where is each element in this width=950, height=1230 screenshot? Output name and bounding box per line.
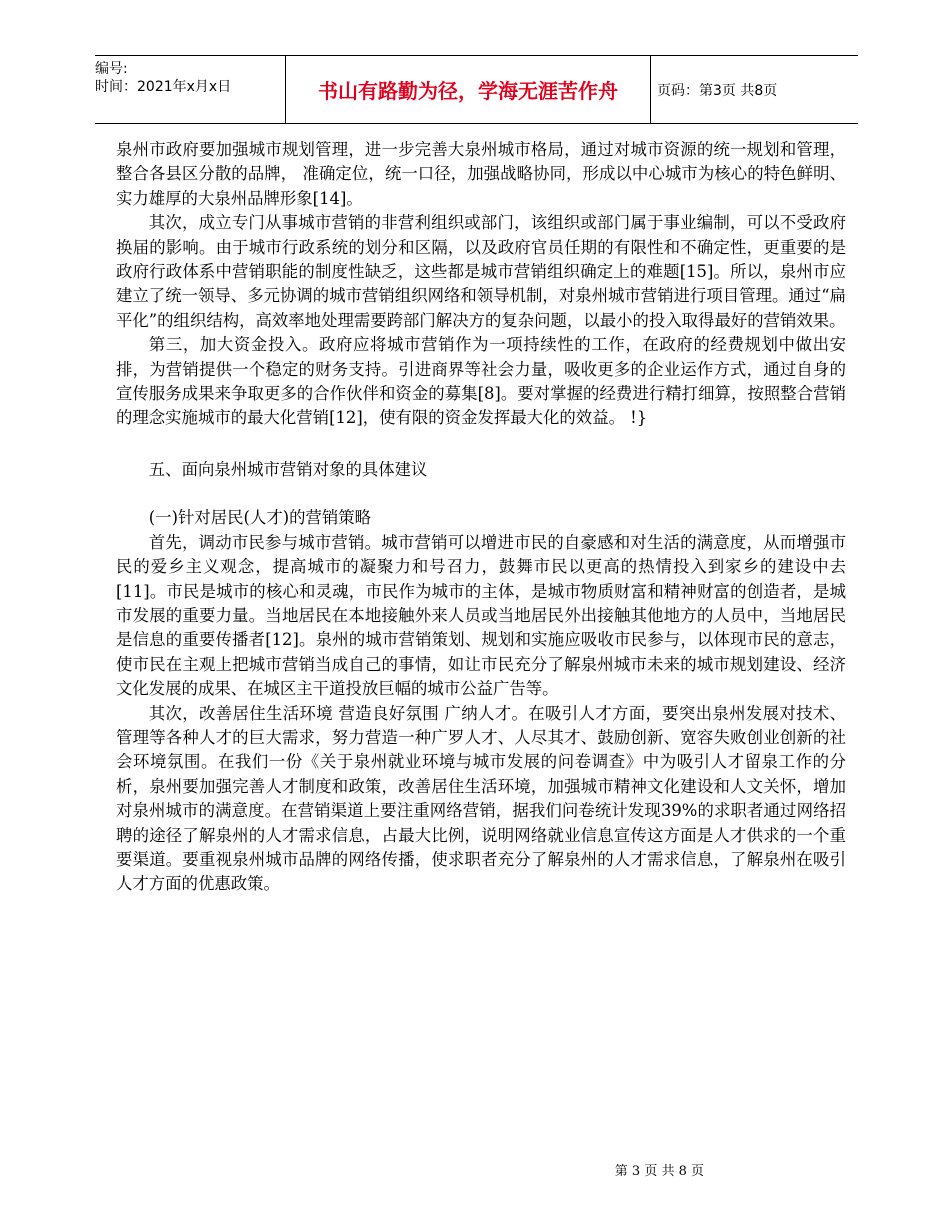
paragraph: 其次，改善居住生活环境 营造良好氛围 广纳人才。在吸引人才方面，要突出泉州发展对技术、管理等各种人才的巨大需求，努力营造一种广罗人才、人尽其才、鼓励创新、宽容失败创业创新的社会环境氛围。在我们一份《关于泉州就业环境与城市发展的问卷调查》中为吸引人才留泉工作的分析，泉州要加强完善人才制度和政策，改善居住生活环境，加强城市精神文化建设和人文关怀，增加对泉州城市的满意度。在营销渠道上要注重网络营销，据我们问卷统计发现39%的求职者通过网络招聘的途径了解泉州的人才需求信息，占最大比例，说明网络就业信息宣传这方面是人才供求的一个重要渠道。要重视泉州城市品牌的网络传播，使求职者充分了解泉州的人才需求信息，了解泉州在吸引人才方面的优惠政策。 xyxy=(116,703,846,894)
page-header xyxy=(95,55,858,124)
document-body xyxy=(116,138,846,897)
header-page-info: 页码：第3页 共8页 xyxy=(657,82,778,99)
header-meta xyxy=(95,56,285,123)
page-footer: 第 3 页 共 8 页 xyxy=(614,1164,704,1179)
paragraph: 首先，调动市民参与城市营销。城市营销可以增进市民的自豪感和对生活的满意度，从而增强市民的爱乡主义观念，提高城市的凝聚力和号召力，鼓舞市民以更高的热情投入到家乡的建设中去[11]。市民是城市的核心和灵魂，市民作为城市的主体，是城市物质财富和精神财富的创造者，是城市发展的重要力量。当地居民在本地接触外来人员或当地居民外出接触其他地方的人员中，当地居民是信息的重要传播者[12]。泉州的城市营销策划、规划和实施应吸收市民参与，以体现市民的意志，使市民在主观上把城市营销当成自己的事情，如让市民充分了解泉州城市未来的城市规划建设、经济文化发展的成果、在城区主干道投放巨幅的城市公益广告等。 xyxy=(116,532,846,699)
paragraph: 其次，成立专门从事城市营销的非营利组织或部门，该组织或部门属于事业编制，可以不受政府换届的影响。由于城市行政系统的划分和区隔，以及政府官员任期的有限性和不确定性，更重要的是政府行政体系中营销职能的制度性缺乏，这些都是城市营销组织确定上的难题[15]。所以，泉州市应建立了统一领导、多元协调的城市营销组织网络和领导机制，对泉州城市营销进行项目管理。通过“扁平化”的组织结构，高效率地处理需要跨部门解决方的复杂问题，以最小的投入取得最好的营销效果。 xyxy=(116,213,846,330)
number-label: 编号: xyxy=(95,61,128,77)
header-motto: 书山有路勤为径，学海无涯苦作舟 xyxy=(285,56,651,123)
time-label: 时间：2021年x月x日 xyxy=(95,79,232,95)
subsection-heading: (一)针对居民(人才)的营销策略 xyxy=(148,508,372,528)
section-heading: 五、面向泉州城市营销对象的具体建议 xyxy=(148,459,428,479)
paragraph: 第三，加大资金投入。政府应将城市营销作为一项持续性的工作，在政府的经费规划中做出安排，为营销提供一个稳定的财务支持。引进商界等社会力量，吸收更多的企业运作方式，通过自身的宣传服务成果来争取更多的合作伙伴和资金的募集[8]。要对掌握的经费进行精打细算，按照整合营销的理念实施城市的最大化营销[12]，使有限的资金发挥最大化的效益。 !} xyxy=(116,335,846,428)
paragraph-continued: 泉州市政府要加强城市规划管理，进一步完善大泉州城市格局，通过对城市资源的统一规划和管理，整合各县区分散的品牌， 准确定位，统一口径，加强战略协同，形成以中心城市为核心的特色鲜明、实力雄厚的大泉州品牌形象[14]。 xyxy=(116,140,846,208)
